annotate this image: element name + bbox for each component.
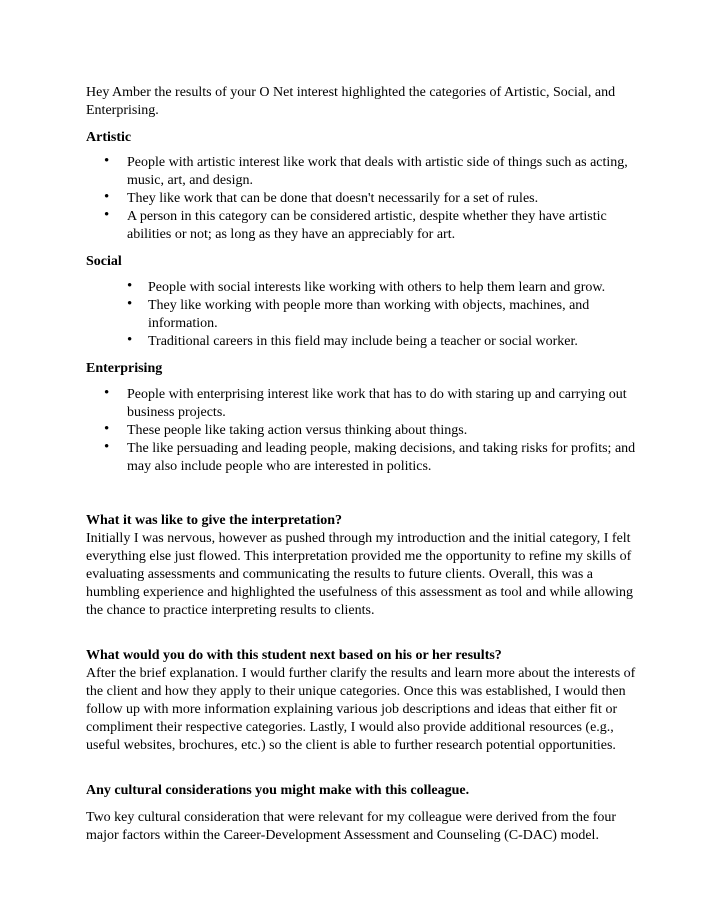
section-heading-social: Social	[86, 254, 122, 269]
list-item: • A person in this category can be considered artistic, despite whether they have artistic abilities or not; as long as they have an appreciably for art.	[104, 207, 607, 242]
intro-paragraph: Hey Amber the results of your O Net interest highlighted the categories of Artistic, Social, and Enterprising.	[86, 85, 616, 118]
artistic-list	[86, 154, 642, 244]
question-heading-cultural: Any cultural considerations you might make with this colleague.	[86, 783, 470, 798]
bullet-icon: •	[104, 153, 110, 169]
bullet-icon: •	[104, 421, 110, 437]
question-body-cultural: Two key cultural consideration that were relevant for my colleague were derived from the four major factors within the Career-Development Assessment and Counseling (C-DAC) model.	[86, 810, 617, 843]
bullet-icon: •	[104, 385, 110, 401]
bullet-icon: •	[127, 296, 133, 312]
document-page	[86, 84, 642, 845]
bullet-icon: •	[104, 189, 110, 205]
question-heading-next-steps: What would you do with this student next based on his or her results?	[86, 648, 502, 663]
list-item: • They like work that can be done that doesn't necessarily for a set of rules.	[104, 189, 539, 206]
question-body-interpretation: Initially I was nervous, however as pushed through my introduction and the initial category, I felt everything else just flowed. This interpretation provided me the opportunity to refine my skills of evaluating assessments and communicating the results to future clients. Overall, this was a humbling experience and highlighted the usefulness of this assessment as tool and while allowing the chance to practice interpreting results to clients.	[86, 531, 634, 618]
list-item: • They like working with people more than working with objects, machines, and information.	[127, 296, 590, 331]
list-item: • The like persuading and leading people, making decisions, and taking risks for profits; and may also include people who are interested in politics.	[104, 439, 636, 474]
section-heading-artistic: Artistic	[86, 130, 132, 145]
bullet-icon: •	[127, 278, 133, 294]
list-item: • These people like taking action versus thinking about things.	[104, 421, 468, 438]
question-heading-interpretation: What it was like to give the interpretation?	[86, 513, 342, 528]
list-item: • People with social interests like working with others to help them learn and grow.	[127, 278, 606, 295]
bullet-icon: •	[127, 332, 133, 348]
list-item: • Traditional careers in this field may include being a teacher or social worker.	[127, 332, 578, 349]
enterprising-list	[86, 386, 642, 476]
list-item: • People with artistic interest like work that deals with artistic side of things such as acting, music, art, and design.	[104, 153, 628, 188]
bullet-icon: •	[104, 207, 110, 223]
social-list	[86, 279, 642, 351]
section-heading-enterprising: Enterprising	[86, 361, 163, 376]
list-item: • People with enterprising interest like work that has to do with staring up and carrying out business projects.	[104, 385, 627, 420]
bullet-icon: •	[104, 439, 110, 455]
question-body-next-steps: After the brief explanation. I would further clarify the results and learn more about the interests of the client and how they apply to their unique categories. Once this was established, I would then follow up with more information explaining various job descriptions and ideas that either fit or compliment their respective categories. Lastly, I would also provide additional resources (e.g., useful websites, brochures, etc.) so the client is able to further research potential opportunities.	[86, 666, 636, 753]
